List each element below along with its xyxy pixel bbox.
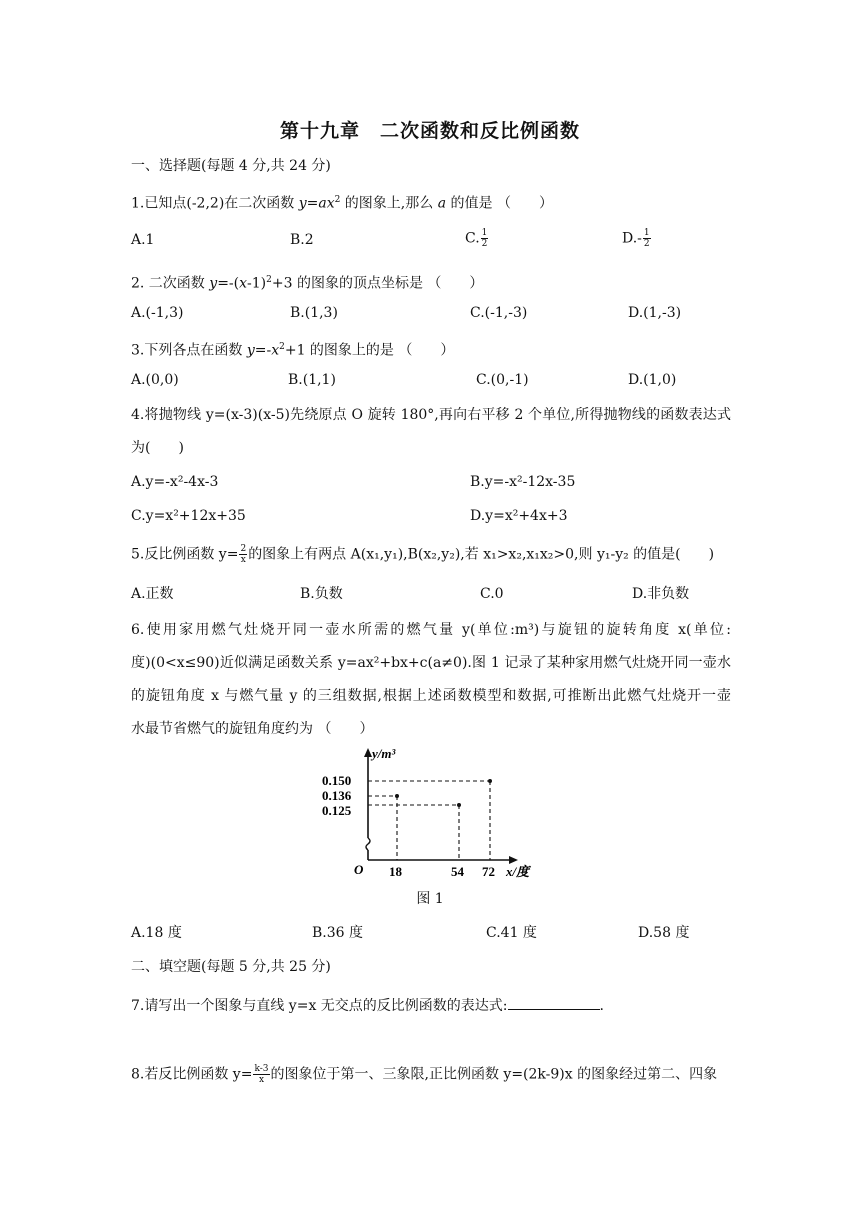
- data-point-54: [457, 803, 461, 807]
- origin-label: O: [354, 862, 364, 877]
- q6-option-c: C.41 度: [486, 925, 537, 941]
- answer-blank[interactable]: [508, 995, 600, 1010]
- x-tick-54: 54: [451, 864, 464, 879]
- question-6-line-1: 6.使用家用燃气灶烧开同一壶水所需的燃气量 y(单位:m³)与旋钮的旋转角度 x(单位:: [131, 622, 731, 638]
- figure-caption: 图 1: [416, 891, 444, 907]
- y-axis-arrow-icon: [364, 748, 372, 757]
- q5-option-d: D.非负数: [632, 586, 690, 602]
- q4-option-d: D.y=x²+4x+3: [470, 508, 568, 524]
- section-heading-fill: 二、填空题(每题 5 分,共 25 分): [131, 959, 331, 975]
- q2-option-d: D.(1,-3): [628, 305, 682, 321]
- question-7: 7.请写出一个图象与直线 y=x 无交点的反比例函数的表达式: .: [131, 995, 604, 1016]
- question-6-line-2: 度)(0<x≤90)近似满足函数关系 y=ax²+bx+c(a≠0).图 1 记录了某种家用燃气灶烧开同一壶水: [131, 655, 731, 671]
- question-6-line-3: 的旋钮角度 x 与燃气量 y 的三组数据,根据上述函数模型和数据,可推断出此燃气灶烧开一壶: [131, 688, 731, 704]
- q6-option-a: A.18 度: [131, 925, 182, 941]
- figure-1-graph: [320, 742, 550, 882]
- q1-option-b: B.2: [290, 232, 314, 248]
- question-8: 8.若反比例函数 y= $\frac{k-3}{x}$ 的图象位于第一、三象限,正比例函数 y=(2k-9)x 的图象经过第二、四象: [131, 1064, 718, 1085]
- q4-option-c: C.y=x²+12x+35: [131, 508, 246, 524]
- q6-option-d: D.58 度: [638, 925, 690, 941]
- y-tick-0150: 0.150: [322, 773, 352, 788]
- q3-option-a: A.(0,0): [131, 372, 179, 388]
- question-4-line-1: 4.将抛物线 y=(x-3)(x-5)先绕原点 O 旋转 180°,再向右平移 2 个单位,所得抛物线的函数表达式: [131, 407, 731, 423]
- q3-option-c: C.(0,-1): [476, 372, 529, 388]
- x-tick-18: 18: [389, 864, 402, 879]
- section-heading-choice: 一、选择题(每题 4 分,共 24 分): [131, 158, 331, 174]
- y-tick-0125: 0.125: [322, 803, 352, 818]
- data-point-72: [488, 779, 492, 783]
- y-tick-0136: 0.136: [322, 788, 352, 803]
- x-axis-label: x/度: [506, 864, 530, 879]
- question-5: 5.反比例函数 y= $\frac{2}{x}$ 的图象上有两点 A(x₁,y₁),B(x₂,y₂),若 x₁>x₂,x₁x₂>0,则 y₁-y₂ 的值是( ): [131, 544, 715, 565]
- chapter-title: 第十九章 二次函数和反比例函数: [279, 120, 580, 142]
- dashed-guides: [368, 781, 490, 860]
- x-axis-arrow-icon: [509, 856, 518, 864]
- y-axis-label: y/m³: [372, 746, 396, 761]
- q5-option-a: A.正数: [131, 586, 174, 602]
- q2-option-b: B.(1,3): [290, 305, 338, 321]
- q3-option-d: D.(1,0): [628, 372, 677, 388]
- question-1: 1.已知点(-2,2)在二次函数 $y=ax^2$ 的图象上,那么 a 的值是 （ ）: [131, 195, 553, 212]
- q4-option-b: B.y=-x²-12x-35: [470, 474, 576, 490]
- axis-break-icon: [366, 838, 370, 850]
- q5-option-b: B.负数: [300, 586, 343, 602]
- q2-option-c: C.(-1,-3): [470, 305, 528, 321]
- question-2: 2. 二次函数 $y=-(x-1)^2+3$ 的图象的顶点坐标是 （ ）: [131, 275, 484, 292]
- question-4-line-2: 为( ): [131, 440, 184, 456]
- q1-option-c: C. $\frac{1}{2}$: [465, 228, 488, 249]
- q4-option-a: A.y=-x²-4x-3: [131, 474, 219, 490]
- q6-option-b: B.36 度: [312, 925, 364, 941]
- x-tick-72: 72: [482, 864, 495, 879]
- q5-option-c: C.0: [480, 586, 504, 602]
- data-point-18: [395, 794, 399, 798]
- q3-option-b: B.(1,1): [288, 372, 336, 388]
- q1-option-a: A.1: [131, 232, 155, 248]
- q2-option-a: A.(-1,3): [131, 305, 184, 321]
- question-6-line-4: 水最节省燃气的旋钮角度约为 （ ）: [131, 721, 374, 737]
- question-3: 3.下列各点在函数 $y=-x^2+1$ 的图象上的是 （ ）: [131, 342, 455, 359]
- q1-option-d: D.- $\frac{1}{2}$: [622, 228, 650, 249]
